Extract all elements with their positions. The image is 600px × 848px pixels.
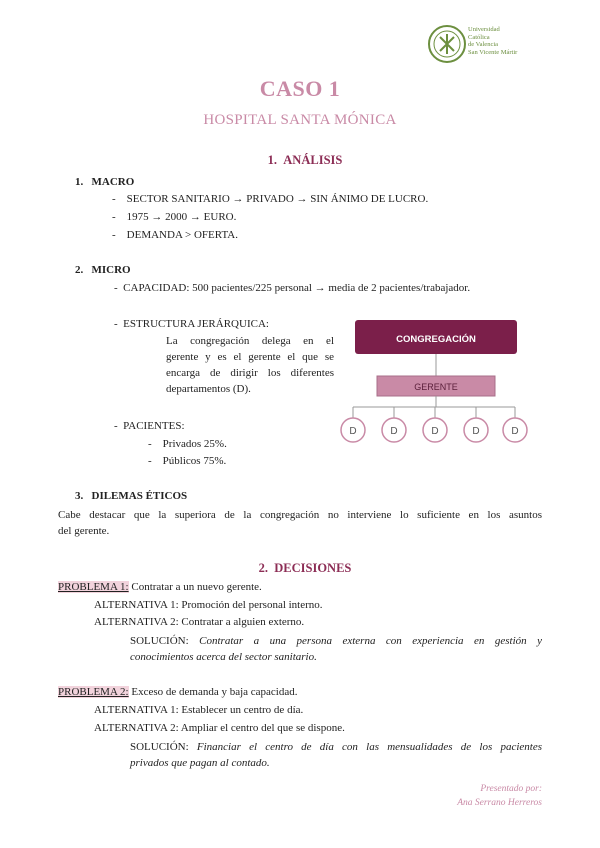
dilemas-heading: 3. DILEMAS ÉTICOS: [75, 490, 188, 502]
micro-capacidad: - CAPACIDAD: 500 pacientes/225 personal → media de 2 pacientes/trabajador.: [114, 282, 471, 294]
problema-1-solucion: SOLUCIÓN: Contratar a una persona externa con experiencia en gestión y conocimientos acerca del sector sanitario.: [130, 635, 542, 663]
problema-2-alt-2: ALTERNATIVA 2: Ampliar el centro del que se dispone.: [94, 722, 345, 734]
problema-1: PROBLEMA 1: Contratar a un nuevo gerente.: [58, 581, 262, 593]
micro-estructura: - ESTRUCTURA JERÁRQUICA:: [114, 318, 269, 330]
signature: Presentado por: Ana Serrano Herreros: [457, 784, 542, 808]
macro-item: - SECTOR SANITARIO → PRIVADO → SIN ÁNIMO DE LUCRO.: [112, 193, 429, 205]
macro-item: - 1975 → 2000 → EURO.: [112, 211, 237, 223]
document-subtitle: HOSPITAL SANTA MÓNICA: [203, 112, 397, 128]
pacientes-item: - Públicos 75%.: [148, 455, 227, 467]
org-chart: [335, 315, 535, 450]
micro-heading: 2. MICRO: [75, 264, 131, 276]
org-node-department-label: D: [431, 426, 439, 437]
problema-1-alt-2: ALTERNATIVA 2: Contratar a alguien externo.: [94, 616, 305, 628]
dilemas-text: Cabe destacar que la superiora de la congregación no interviene lo suficiente en los asuntos del gerente.: [58, 509, 542, 537]
micro-pacientes: - PACIENTES:: [114, 420, 185, 432]
section-heading-analisis: 1. ANÁLISIS: [267, 153, 343, 167]
problema-2-alt-1: ALTERNATIVA 1: Establecer un centro de día.: [94, 704, 304, 716]
document-title: CASO 1: [259, 76, 341, 101]
org-node-department-label: D: [349, 426, 357, 437]
macro-item: - DEMANDA > OFERTA.: [112, 229, 238, 241]
org-node-gerente-label: GERENTE: [414, 382, 458, 392]
problema-2: PROBLEMA 2: Exceso de demanda y baja capacidad.: [58, 686, 298, 698]
problema-1-alt-1: ALTERNATIVA 1: Promoción del personal interno.: [94, 599, 323, 611]
section-heading-decisiones: 2. DECISIONES: [258, 561, 352, 575]
university-seal-icon: [427, 22, 467, 66]
pacientes-item: - Privados 25%.: [148, 438, 227, 450]
problema-2-solucion: SOLUCIÓN: Financiar el centro de día con las mensualidades de los pacientes privados que pagan al contado.: [130, 741, 542, 769]
estructura-description: La congregación delega en el gerente y es el gerente el que se encarga de dirigir los diferentes departamentos (D).: [166, 335, 334, 395]
logo-text: Universidad Católica de Valencia San Vicente Mártir: [468, 26, 518, 56]
org-node-department-label: D: [390, 426, 398, 437]
org-node-congregacion-label: CONGREGACIÓN: [396, 334, 476, 345]
macro-heading: 1. MACRO: [75, 176, 135, 188]
org-node-department-label: D: [511, 426, 519, 437]
org-node-department-label: D: [472, 426, 480, 437]
